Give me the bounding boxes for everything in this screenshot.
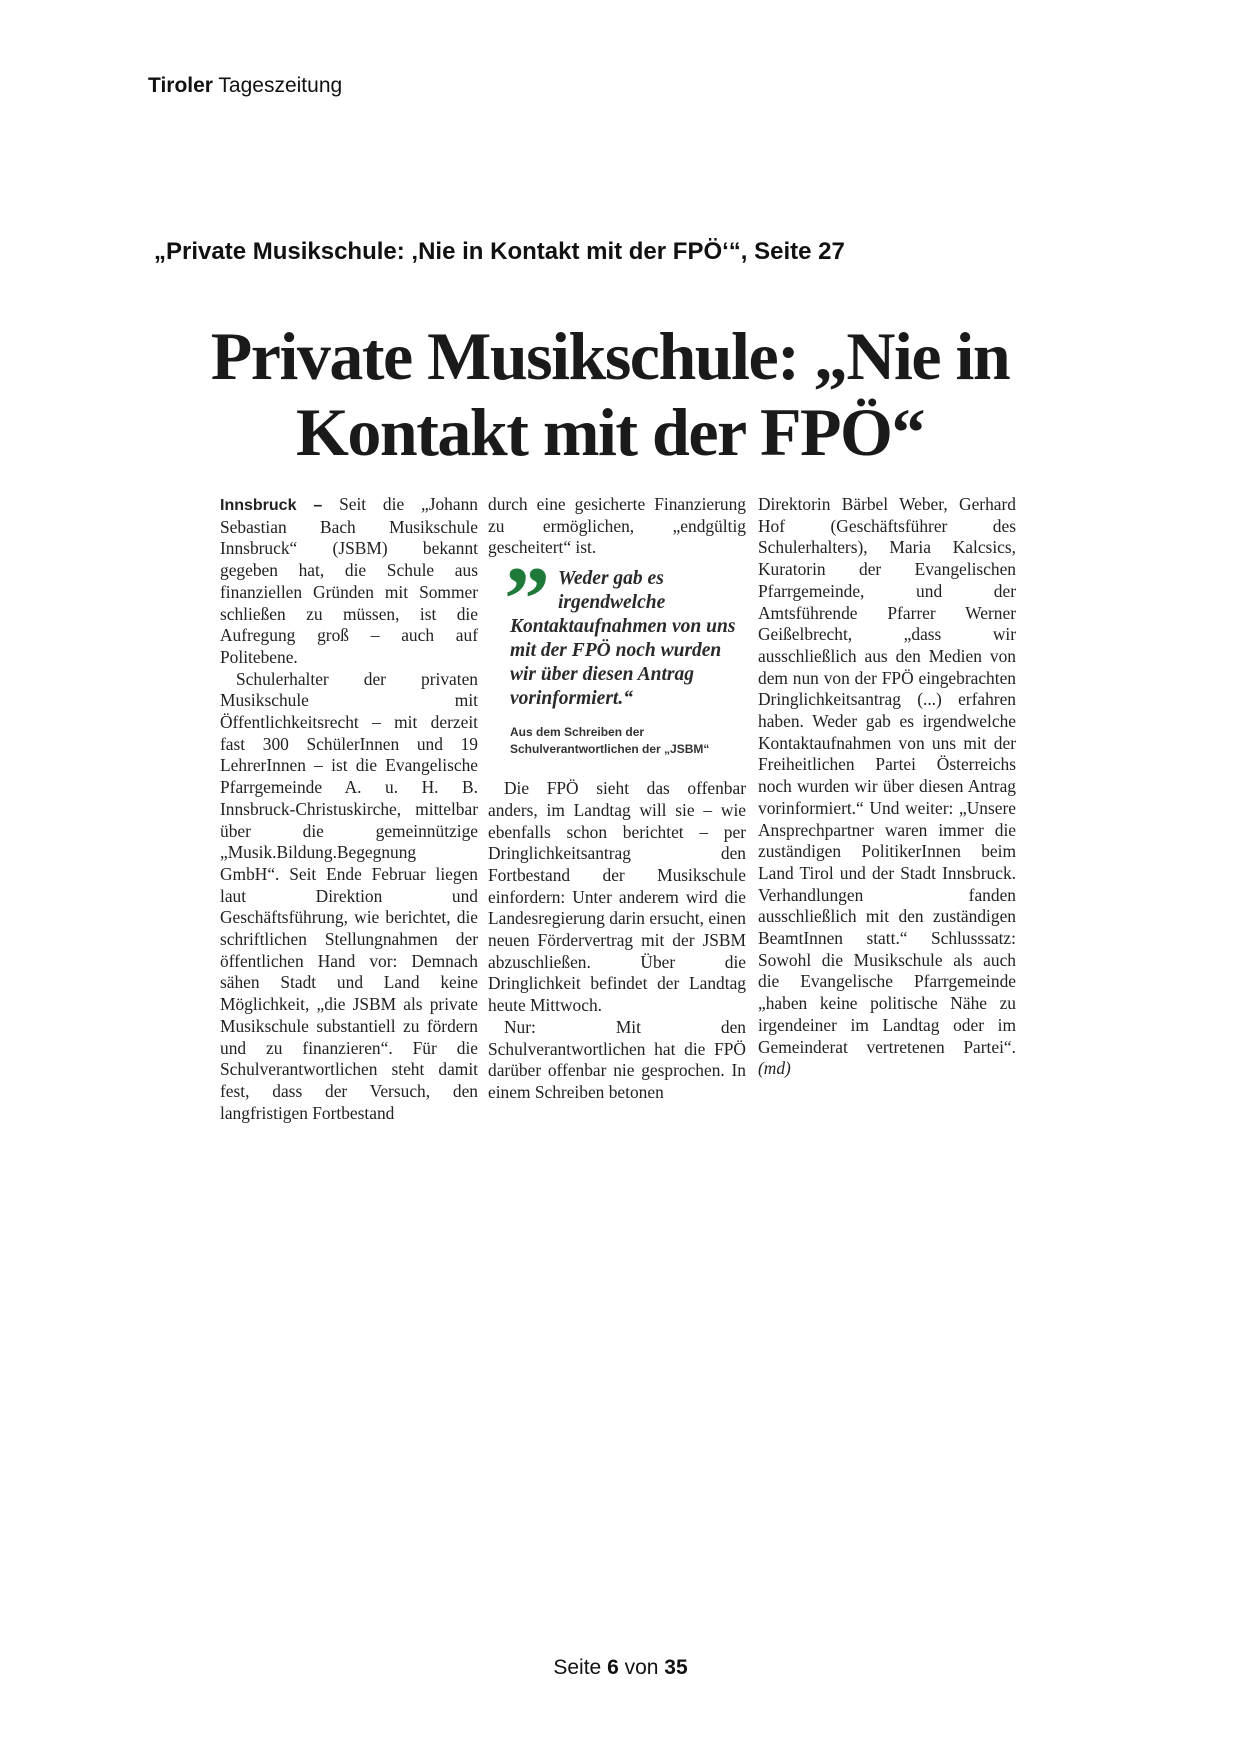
current-page: 6	[607, 1656, 619, 1679]
page-middle: von	[618, 1656, 665, 1679]
article-column-1	[220, 494, 478, 1124]
dateline: Innsbruck –	[220, 497, 323, 514]
paragraph: Nur: Mit den Schulverantwortlichen hat die FPÖ darüber offenbar nie gesprochen. In einem Schreiben betonen	[488, 1016, 746, 1102]
paragraph-text: Seit die „Johann Sebastian Bach Musikschule Innsbruck“ (JSBM) bekannt gegeben hat, die Schule aus finanziellen Gründen mit Sommer schließen zu müssen, ist die Aufregung groß – auch auf Politebene.	[220, 494, 478, 667]
pull-quote-line: irgendwelche	[558, 592, 666, 614]
paragraph-text: Direktorin Bärbel Weber, Gerhard Hof (Geschäftsführer des Schulerhalters), Maria Kalcsics, Kuratorin der Evangelischen Pfarrgemeinde, und der Amtsführende Pfarrer Werner Geißelbrecht, „dass wir ausschließlich aus den Medien von dem nun von der FPÖ eingebrachten Dringlichkeitsantrag (...) erfahren haben. Weder gab es irgendwelche Kontaktaufnahmen von uns mit der Freiheitlichen Partei Österreichs noch wurden wir über diesen Antrag vorinformiert.“ Und weiter: „Unsere Ansprechpartner waren immer die zuständigen PolitikerInnen beim Land Tirol und der Stadt Innsbruck. Verhandlungen fanden ausschließlich mit den zuständigen BeamtInnen statt.“ Schlusssatz: Sowohl die Musikschule als auch die Evangelische Pfarrgemeinde „haben keine politische Nähe zu irgendeiner im Landtag oder im Gemeinderat vertretenen Partei“.	[758, 494, 1016, 1057]
paragraph	[220, 494, 478, 669]
article-headline	[210, 318, 1010, 470]
pull-quote-line: Kontaktaufnahmen von uns mit der FPÖ noch wurden wir über diesen Antrag vorinformiert.“	[510, 616, 736, 710]
headline-line-1: Private Musikschule: „Nie in	[210, 318, 1010, 394]
article-reference-title: „Private Musikschule: ‚Nie in Kontakt mit der FPÖ‘“, Seite 27	[154, 238, 845, 265]
spacer	[488, 758, 746, 778]
pull-quote-source: Aus dem Schreiben der Schulverantwortlichen der „JSBM“	[510, 725, 710, 757]
publication-name-rest: Tageszeitung	[212, 74, 343, 97]
paragraph	[758, 494, 1016, 1080]
article-column-2	[488, 494, 746, 1104]
paragraph: Schulerhalter der privaten Musikschule mit Öffentlichkeitsrecht – mit derzeit fast 300 SchülerInnen und 19 LehrerInnen – ist die Evangelische Pfarrgemeinde A. u. H. B. Innsbruck-Christuskirche, mittelbar über die gemeinnützige „Musik.Bildung.Begegnung GmbH“. Seit Ende Februar liegen laut Direktion und Geschäftsführung, wie berichtet, die schriftlichen Stellungnahmen der öffentlichen Hand vor: Demnach sähen Stadt und Land keine Möglichkeit, „die JSBM als private Musikschule substantiell zu fördern und zu finanzieren“. Für die Schulverantwortlichen steht damit fest, dass der Versuch, den langfristigen Fortbestand	[220, 668, 478, 1123]
publication-header	[148, 74, 342, 98]
article-column-3	[758, 494, 1016, 1080]
total-pages: 35	[664, 1656, 688, 1679]
paragraph: Die FPÖ sieht das offenbar anders, im Landtag will sie – wie ebenfalls schon berichtet – per Dringlichkeitsantrag den Fortbestand der Musikschule einfordern: Unter anderem wird die Landesregierung darin ersucht, einen neuen Fördervertrag mit der JSBM abzuschließen. Über die Dringlichkeit befindet der Landtag heute Mittwoch.	[488, 778, 746, 1016]
author-signature: (md)	[758, 1058, 791, 1079]
pull-quote-line: Weder gab es	[558, 568, 664, 590]
page-prefix: Seite	[553, 1656, 608, 1679]
headline-line-2: Kontakt mit der FPÖ“	[296, 394, 924, 470]
pull-quote	[488, 548, 746, 758]
page-number	[0, 1656, 1241, 1680]
paragraph: durch eine gesicherte Finanzierung zu ermöglichen, „endgültig gescheitert“ ist.	[488, 494, 746, 558]
newspaper-clipping	[210, 312, 1016, 1154]
publication-name-bold: Tiroler	[148, 74, 213, 97]
quote-mark-icon: ”	[504, 548, 550, 651]
